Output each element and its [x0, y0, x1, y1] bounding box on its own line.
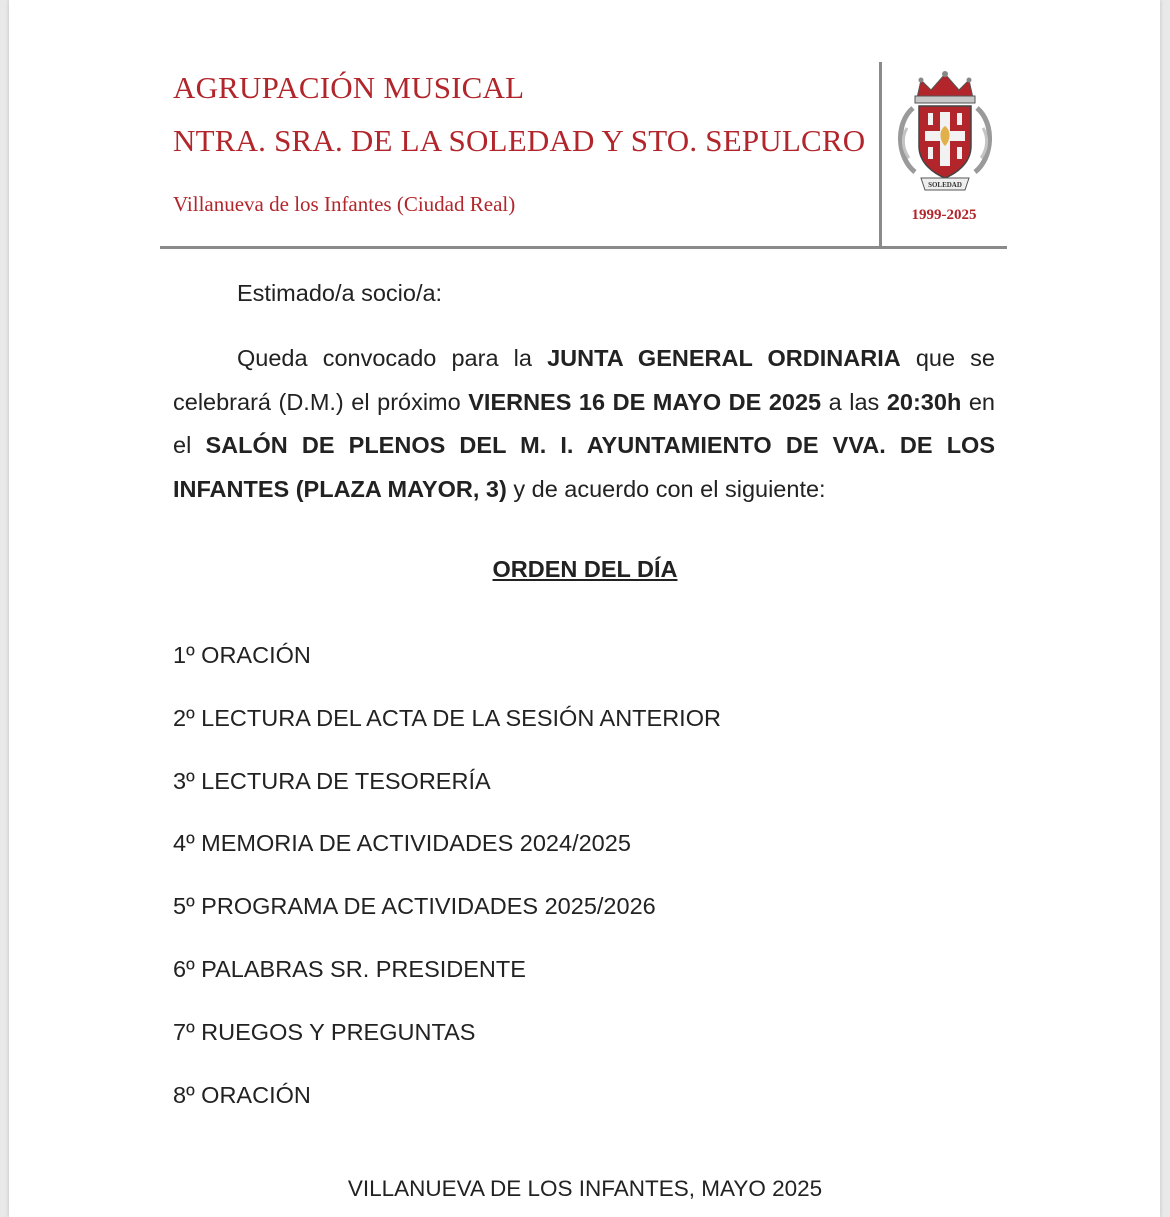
meeting-time: 20:30h	[886, 388, 962, 415]
agenda-item: 4º MEMORIA DE ACTIVIDADES 2024/2025	[173, 830, 631, 857]
agenda-item: 1º ORACIÓN	[173, 642, 311, 668]
agenda-item: 6º PALABRAS SR. PRESIDENTE	[173, 955, 526, 982]
meeting-name: JUNTA GENERAL ORDINARIA	[547, 345, 901, 371]
greeting: Estimado/a socio/a:	[237, 280, 443, 306]
paragraph-text: en el	[173, 388, 995, 459]
convocation-paragraph	[173, 337, 995, 512]
place-and-date-footer: VILLANUEVA DE LOS INFANTES, MAYO 2025	[347, 1176, 823, 1201]
header-title-line2: NTRA. SRA. DE LA SOLEDAD Y STO. SEPULCRO	[173, 123, 866, 158]
paragraph-text: y de acuerdo con el siguiente:	[506, 476, 826, 503]
agenda-list	[173, 642, 721, 1144]
agenda-title: ORDEN DEL DÍA	[492, 556, 678, 582]
agenda-item: 5º PROGRAMA DE ACTIVIDADES 2025/2026	[173, 893, 656, 920]
header-title-line1: AGRUPACIÓN MUSICAL	[173, 70, 525, 105]
paragraph-text: Queda convocado para la	[237, 345, 548, 371]
meeting-date: VIERNES 16 DE MAYO DE 2025	[468, 388, 822, 415]
paragraph-text: a las	[821, 388, 887, 415]
agenda-item: 2º LECTURA DEL ACTA DE LA SESIÓN ANTERIOR	[173, 704, 721, 731]
brotherhood-crest-logo	[893, 68, 997, 194]
header-vertical-divider	[879, 62, 882, 247]
header-location: Villanueva de los Infantes (Ciudad Real)	[173, 192, 516, 216]
agenda-item: 8º ORACIÓN	[173, 1081, 311, 1108]
anniversary-years: 1999-2025	[911, 207, 977, 223]
meeting-venue: SALÓN DE PLENOS DEL M. I. AYUNTAMIENTO DE VVA. DE LOS INFANTES (PLAZA MAYOR, 3)	[173, 432, 995, 503]
crest-label-text: SOLEDAD	[928, 181, 962, 189]
agenda-item: 3º LECTURA DE TESORERÍA	[173, 767, 491, 794]
agenda-item: 7º RUEGOS Y PREGUNTAS	[173, 1018, 476, 1045]
header-horizontal-divider	[160, 246, 1007, 249]
paragraph-text: que se celebrará (D.M.) el próximo	[173, 345, 995, 415]
